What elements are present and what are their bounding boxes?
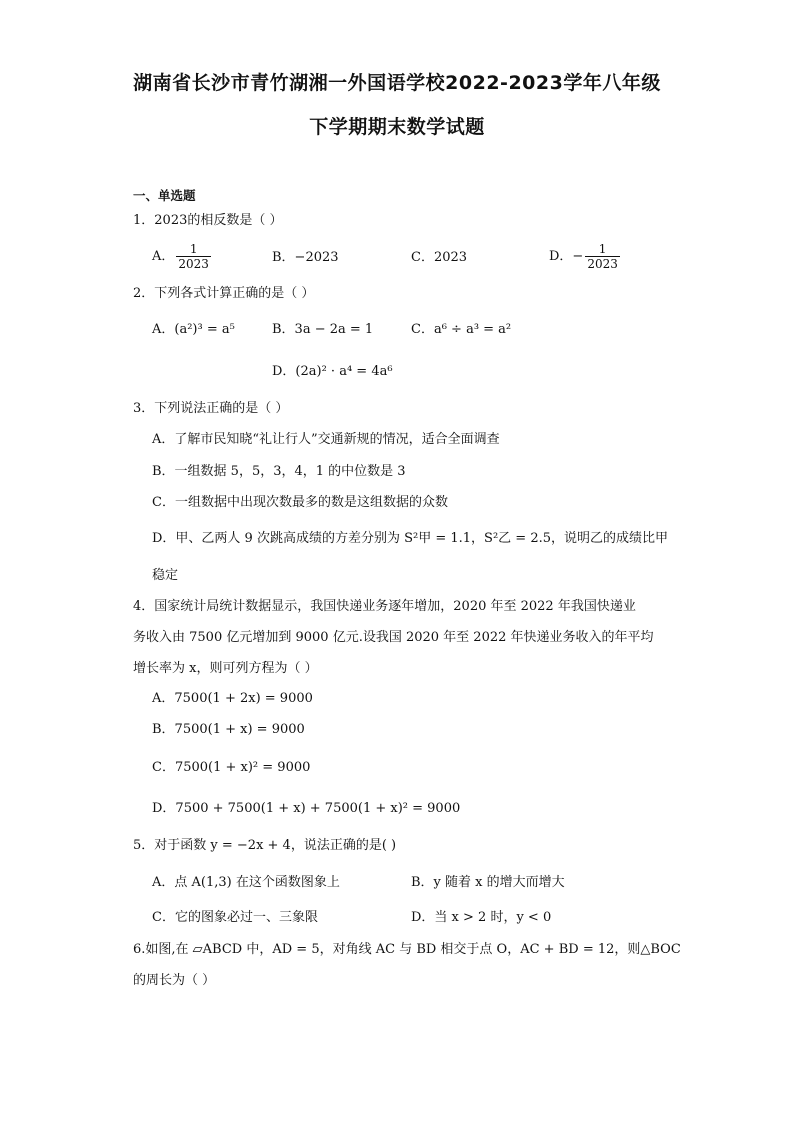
q3-option-d: D．甲、乙两人 9 次跳高成绩的方差分别为 S²甲 = 1.1，S²乙 = 2.5，说明乙的成绩比甲 — [152, 531, 668, 546]
q1-d-fraction — [585, 242, 620, 271]
q4-stem-line1: 4．国家统计局统计数据显示，我国快递业务逐年增加，2020 年至 2022 年我国快递业 — [133, 599, 636, 614]
q1-a-numerator: 1 — [189, 242, 198, 256]
q1-d-numerator: 1 — [598, 242, 607, 256]
exam-title-line1: 湖南省长沙市青竹湖湘一外国语学校2022-2023学年八年级 — [133, 72, 661, 94]
q3-option-a: A．了解市民知晓“礼让行人”交通新规的情况，适合全面调查 — [152, 432, 500, 447]
q3-stem: 3．下列说法正确的是（ ） — [133, 401, 289, 416]
q5-option-d: D．当 x > 2 时，y < 0 — [411, 910, 552, 925]
section-heading: 一、单选题 — [133, 188, 196, 203]
q4-option-a: A．7500(1 + 2x) = 9000 — [152, 691, 313, 706]
q3-option-b: B．一组数据 5，5，3，4，1 的中位数是 3 — [152, 464, 406, 479]
q4-option-c: C．7500(1 + x)² = 9000 — [152, 760, 311, 775]
q5-stem: 5．对于函数 y = −2x + 4，说法正确的是( ) — [133, 838, 397, 853]
q2-option-c: C．a⁶ ÷ a³ = a² — [411, 322, 512, 337]
q2-option-b: B．3a − 2a = 1 — [272, 322, 374, 337]
q4-option-b: B．7500(1 + x) = 9000 — [152, 722, 305, 737]
q6-stem-line1: 6.如图,在 ▱ABCD 中，AD = 5，对角线 AC 与 BD 相交于点 O，AC + BD = 12，则△BOC — [133, 942, 681, 957]
exam-title-line2: 下学期期末数学试题 — [309, 116, 485, 138]
q4-option-d: D．7500 + 7500(1 + x) + 7500(1 + x)² = 9000 — [152, 801, 461, 816]
q4-stem-line2: 务收入由 7500 亿元增加到 9000 亿元.设我国 2020 年至 2022 年快递业务收入的年平均 — [133, 630, 654, 645]
q1-d-label: D．− — [549, 249, 584, 264]
q1-a-fraction — [176, 242, 211, 271]
q5-option-b: B．y 随着 x 的增大而增大 — [411, 875, 565, 890]
q1-option-d — [549, 242, 622, 271]
q1-option-c: C．2023 — [411, 250, 468, 265]
q1-a-denominator: 2023 — [178, 257, 209, 271]
q5-option-a: A．点 A(1,3) 在这个函数图象上 — [152, 875, 340, 890]
q3-option-d-continued: 稳定 — [152, 568, 179, 583]
q2-option-d: D．(2a)² · a⁴ = 4a⁶ — [272, 364, 393, 379]
q2-stem: 2．下列各式计算正确的是（ ） — [133, 286, 315, 301]
q4-stem-line3: 增长率为 x，则可列方程为（ ） — [133, 661, 318, 676]
q1-a-label: A． — [152, 249, 175, 264]
q6-stem-line2: 的周长为（ ） — [133, 973, 216, 988]
q1-d-denominator: 2023 — [587, 257, 618, 271]
q1-option-b: B．−2023 — [272, 250, 339, 265]
q1-option-a — [152, 242, 213, 271]
q5-option-c: C．它的图象必过一、三象限 — [152, 910, 318, 925]
q2-option-a: A．(a²)³ = a⁵ — [152, 322, 235, 337]
q3-option-c: C．一组数据中出现次数最多的数是这组数据的众数 — [152, 495, 448, 510]
q1-stem: 1．2023的相反数是（ ） — [133, 213, 283, 228]
